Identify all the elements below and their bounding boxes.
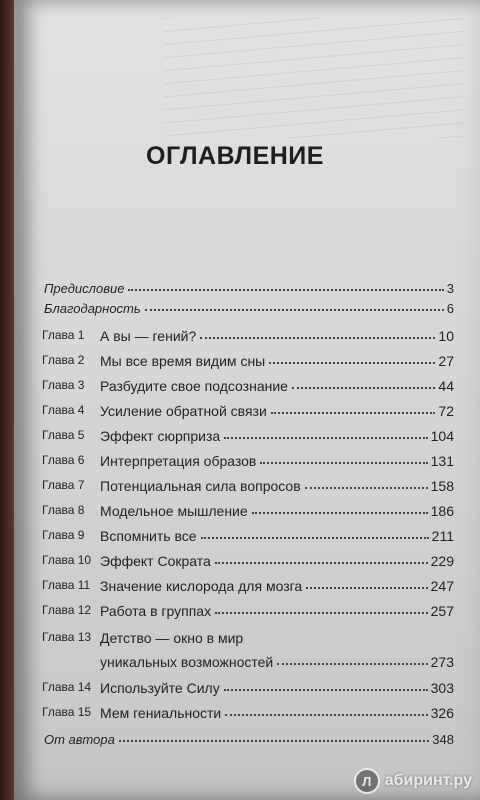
dot-leader bbox=[292, 386, 435, 389]
dot-leader bbox=[252, 511, 428, 514]
toc-entry bbox=[42, 349, 454, 369]
dot-leader bbox=[269, 361, 435, 364]
chapter-title: Детство — окно в мир bbox=[100, 630, 244, 646]
chapter-title: Вспомнить все bbox=[100, 528, 197, 544]
section-title: От автора bbox=[44, 732, 115, 747]
toc-entry bbox=[42, 374, 454, 394]
page-number: 229 bbox=[430, 553, 454, 569]
toc-entry bbox=[42, 399, 454, 419]
page-number: 348 bbox=[432, 732, 454, 747]
watermark-logo bbox=[354, 768, 472, 794]
chapter-title: А вы — гений? bbox=[100, 328, 197, 344]
toc-entry bbox=[42, 276, 454, 296]
chapter-number: Глава 11 bbox=[42, 578, 91, 592]
chapter-number: Глава 8 bbox=[42, 503, 85, 517]
chapter-number: Глава 7 bbox=[42, 478, 85, 492]
chapter-title: Значение кислорода для мозга bbox=[100, 578, 303, 594]
page-number: 186 bbox=[430, 503, 454, 519]
chapter-title: Эффект сюрприза bbox=[100, 428, 221, 444]
chapter-title: Мы все время видим сны bbox=[100, 353, 266, 369]
page-number: 104 bbox=[430, 428, 454, 444]
chapter-title: Мем гениальности bbox=[100, 705, 222, 721]
page-number: 44 bbox=[438, 378, 454, 394]
chapter-number: Глава 4 bbox=[42, 403, 85, 417]
dot-leader bbox=[201, 536, 429, 539]
page-number: 131 bbox=[430, 453, 454, 469]
toc-entry bbox=[42, 701, 454, 721]
chapter-title: Интерпретация образов bbox=[100, 453, 257, 469]
toc-entry bbox=[42, 599, 454, 619]
section-title: Предисловие bbox=[44, 281, 125, 296]
page-number: 6 bbox=[446, 301, 454, 316]
chapter-title: Модельное мышление bbox=[100, 503, 248, 519]
dot-leader bbox=[260, 461, 427, 464]
page-number: 257 bbox=[430, 603, 454, 619]
dot-leader bbox=[277, 662, 427, 665]
chapter-number: Глава 10 bbox=[42, 553, 92, 567]
book-page bbox=[14, 0, 480, 800]
page-number: 273 bbox=[430, 654, 454, 670]
toc-entry bbox=[42, 474, 454, 494]
toc-entry bbox=[42, 650, 454, 670]
dot-leader bbox=[305, 486, 428, 489]
page-number: 211 bbox=[431, 528, 454, 544]
chapter-title: Эффект Сократа bbox=[100, 553, 211, 569]
section-title: Благодарность bbox=[44, 301, 141, 316]
page-number: 3 bbox=[446, 281, 454, 296]
dot-leader bbox=[128, 288, 443, 291]
toc-entry bbox=[42, 324, 454, 344]
dot-leader bbox=[225, 713, 427, 716]
dot-leader bbox=[224, 436, 427, 439]
chapter-number: Глава 12 bbox=[42, 603, 92, 617]
watermark-text: абиринт.ру bbox=[384, 772, 472, 789]
chapter-title: Разбудите свое подсознание bbox=[100, 378, 288, 394]
dot-leader bbox=[271, 411, 436, 414]
page-number: 72 bbox=[438, 403, 454, 419]
chapter-indent bbox=[42, 668, 98, 670]
chapter-number: Глава 15 bbox=[42, 705, 92, 719]
page-number: 303 bbox=[430, 680, 454, 696]
chapter-title: Используйте Силу bbox=[100, 680, 220, 696]
chapter-number: Глава 1 bbox=[42, 328, 85, 342]
toc-entry bbox=[42, 549, 454, 569]
toc-entry-first-line bbox=[42, 626, 454, 646]
dot-leader bbox=[306, 586, 427, 589]
page-number: 158 bbox=[430, 478, 454, 494]
toc-entry bbox=[42, 524, 454, 544]
page-number: 27 bbox=[438, 353, 454, 369]
logo-badge-icon: Л bbox=[354, 768, 380, 794]
page-number: 326 bbox=[430, 705, 454, 721]
chapter-number: Глава 5 bbox=[42, 428, 85, 442]
dot-leader bbox=[224, 688, 428, 691]
dot-leader bbox=[215, 611, 428, 614]
dot-leader bbox=[215, 561, 428, 564]
dot-leader bbox=[145, 308, 444, 311]
chapter-title: Потенциальная сила вопросов bbox=[100, 478, 301, 494]
chapter-number: Глава 3 bbox=[42, 378, 85, 392]
chapter-number: Глава 9 bbox=[42, 528, 85, 542]
dot-leader bbox=[119, 739, 430, 742]
toc-entry bbox=[42, 499, 454, 519]
toc-entry bbox=[42, 727, 454, 747]
page-title: ОГЛАВЛЕНИЕ bbox=[146, 142, 324, 170]
toc-entry bbox=[42, 424, 454, 444]
chapter-number: Глава 2 bbox=[42, 353, 85, 367]
chapter-title: Работа в группах bbox=[100, 603, 212, 619]
chapter-title-continuation: уникальных возможностей bbox=[100, 654, 274, 670]
toc-entry bbox=[42, 296, 454, 316]
toc-entry bbox=[42, 574, 454, 594]
show-through-text bbox=[164, 18, 464, 138]
chapter-number: Глава 6 bbox=[42, 453, 85, 467]
page-number: 10 bbox=[438, 328, 454, 344]
toc-entry bbox=[42, 676, 454, 696]
chapter-number: Глава 14 bbox=[42, 680, 92, 694]
page-number: 247 bbox=[430, 578, 454, 594]
chapter-title: Усиление обратной связи bbox=[100, 403, 267, 419]
toc-entry bbox=[42, 449, 454, 469]
dot-leader bbox=[200, 336, 435, 339]
chapter-number: Глава 13 bbox=[42, 630, 92, 644]
